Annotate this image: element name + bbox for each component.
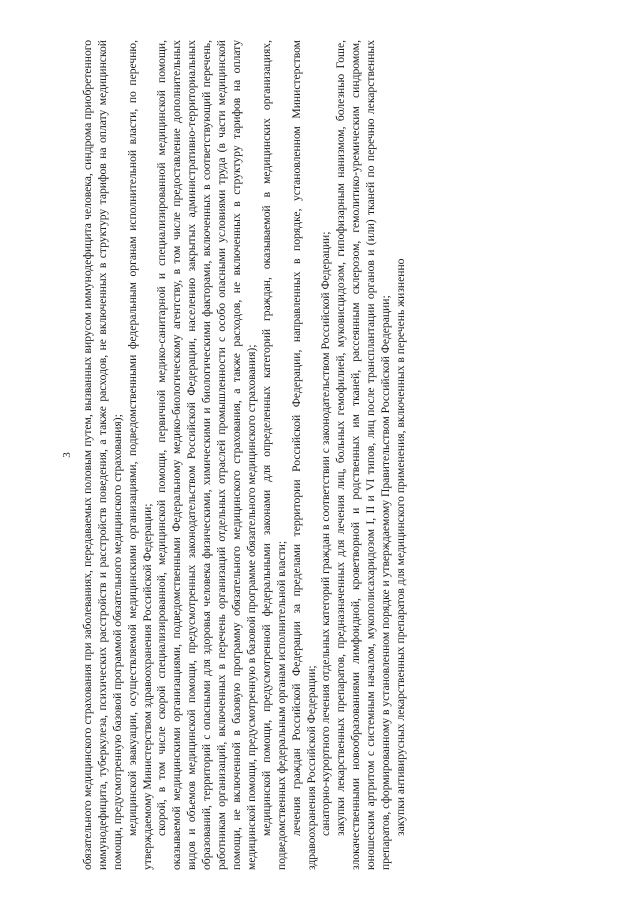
paragraph: лечения граждан Российской Федерации за пределами территории Российской Федерации, направленных в порядке, установленном Министерством здравоохранения Российской Федерации; xyxy=(289,40,318,870)
rotated-text-block xyxy=(60,40,580,870)
paragraph: медицинской помощи, предусмотренной федеральными законами для определенных категорий граждан, оказываемой в медицинских организациях, подведомственных федеральным органам исполнительной власти; xyxy=(259,40,288,870)
paragraph: обязательного медицинского страхования при заболеваниях, передаваемых половым путем, вызванных вирусом иммунодефицита человека, синдрома приобретенного иммунодефицита, туберкулеза, психических расстройств и расстройств поведения, а также расходов, не включенных в структуру тарифов на оплату медицинской помощи, предусмотренную базовой программой обязательного медицинского страхования); xyxy=(80,40,124,870)
paragraph: закупки лекарственных препаратов, предназначенных для лечения лиц, больных гемофилией, муковисцидозом, гипофизарным нанизмом, болезнью Гоше, злокачественными новообразованиями лимфоидной, кроветворной и родственных им тканей, рассеянным склерозом, гемолитико-уремическим синдромом, юношеским артритом с системным началом, мукополисахаридозом I, II и VI типов, лиц после трансплантации органов и (или) тканей по перечню лекарственных препаратов, сформированному в установленном порядке и утверждаемому Правительством Российской Федерации; xyxy=(334,40,393,870)
paragraph: скорой, в том числе скорой специализированной, медицинской помощи, первичной медико-санитарной и специализированной медицинской помощи, оказываемой медицинскими организациями, подведомственными Федеральному медико-биологическому агентству, в том числе предоставление дополнительных видов и объемов медицинской помощи, предусмотренных законодательством Российской Федерации, населению закрытых административно-территориальных образований, территорий с опасными для здоровья человека физическими, химическими и биологическими факторами, включенных в соответствующий перечень, работникам организаций, включенных в перечень организаций отдельных отраслей промышленности с особо опасными условиями труда (в части медицинской помощи, не включенной в базовую программу обязательного медицинского страхования, а также расходов, не включенных в структуру тарифов на оплату медицинской помощи, предусмотренную в базовой программе обязательного медицинского страхования); xyxy=(155,40,258,870)
paragraph: закупки антивирусных лекарственных препаратов для медицинского применения, включенных в перечень жизненно xyxy=(393,258,407,836)
paragraph: санаторно-курортного лечения отдельных категорий граждан в соответствии с законодательством Российской Федерации; xyxy=(319,231,333,836)
paragraph: медицинской эвакуации, осуществляемой медицинскими организациями, подведомственными федеральным органам исполнительной власти, по перечню, утверждаемому Министерством здравоохранения Российской Федерации; xyxy=(125,40,154,870)
page-number: 3 xyxy=(61,452,73,458)
body-text xyxy=(81,40,409,870)
